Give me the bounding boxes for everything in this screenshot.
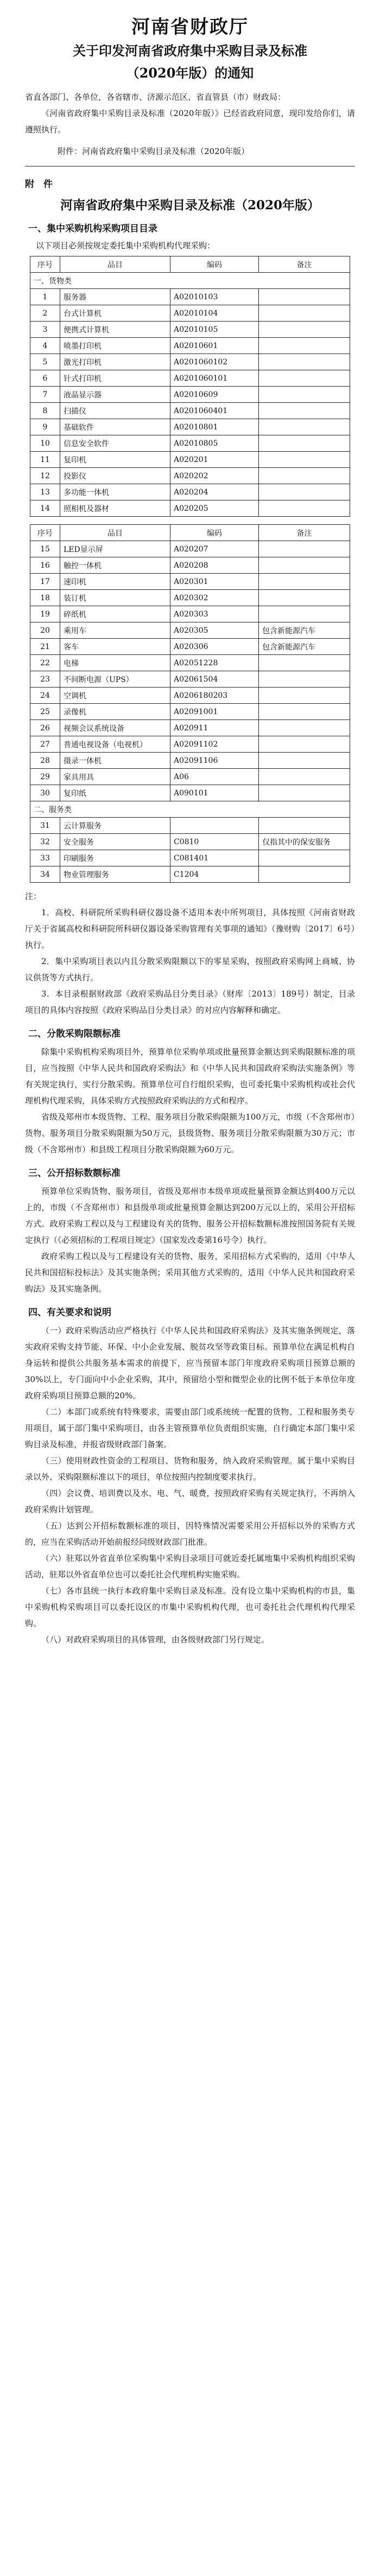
row-number: 8 xyxy=(30,403,60,419)
row-code xyxy=(170,818,259,834)
table-row xyxy=(30,639,350,655)
row-item: 投影仪 xyxy=(60,468,170,484)
row-item: 喷墨打印机 xyxy=(60,338,170,354)
row-code: A020301 xyxy=(170,574,259,590)
table-row xyxy=(30,704,350,720)
table-row xyxy=(30,435,350,452)
section-4-para: （二）本部门或系统有特殊要求，需要由部门或系统统一配置的货物、工程和服务类专用项目，属于部门集中采购项目，由各主管预算单位负责组织实施，自行确定本部门集中采购目录及标准，并报省级财政部门备案。 xyxy=(25,1407,355,1449)
header-item: 品目 xyxy=(60,256,170,273)
row-item: 碎纸机 xyxy=(60,606,170,622)
row-code: A0201060102 xyxy=(170,354,259,370)
row-item: 印刷服务 xyxy=(60,850,170,866)
row-code: A02010609 xyxy=(170,387,259,403)
table-row xyxy=(30,688,350,704)
row-number: 32 xyxy=(30,834,60,850)
row-item: 电梯 xyxy=(60,655,170,671)
notice-title: 关于印发河南省政府集中采购目录及标准 xyxy=(73,43,307,59)
table-row xyxy=(30,468,350,484)
header-remark: 备注 xyxy=(259,256,350,273)
table-row xyxy=(30,403,350,419)
row-remark xyxy=(259,370,350,387)
group-label: 二、服务类 xyxy=(30,801,350,818)
row-code: A020306 xyxy=(170,639,259,655)
header-no: 序号 xyxy=(30,256,60,273)
table-row xyxy=(30,834,350,850)
section-2-title: 二、分散采购限额标准 xyxy=(28,1029,121,1039)
row-item: 摄录一体机 xyxy=(60,753,170,769)
header-code: 编码 xyxy=(170,525,259,541)
row-remark xyxy=(259,289,350,305)
row-code: A020207 xyxy=(170,541,259,557)
recipients: 省直各部门、各单位，各省辖市、济源示范区、省直管县（市）财政局： xyxy=(25,92,286,102)
row-code: A0201060101 xyxy=(170,370,259,387)
row-code: A02010601 xyxy=(170,338,259,354)
table-row xyxy=(30,622,350,639)
row-number: 23 xyxy=(30,671,60,688)
row-code: A020205 xyxy=(170,500,259,517)
section-2-para: 除集中采购机构采购项目外，预算单位采购单项或批量预算金额达到采购限额标准的项目，应当按照《中华人民共和国政府采购法》和《中华人民共和国政府采购法实施条例》等有关规定执行，实行分散采购。预算单位可自行组织采购，也可委托集中采购机构或社会代理机构代理采购，具体采购方式按照政府采购法的方式和程序。 xyxy=(25,1047,355,1106)
row-number: 30 xyxy=(30,785,60,801)
issuing-org: 河南省财政厅 xyxy=(131,16,249,38)
table-row xyxy=(30,785,350,801)
row-item: 便携式计算机 xyxy=(60,322,170,338)
row-remark xyxy=(259,387,350,403)
row-number: 9 xyxy=(30,419,60,435)
row-number: 7 xyxy=(30,387,60,403)
row-item: 复印纸 xyxy=(60,785,170,801)
row-remark xyxy=(259,671,350,688)
row-number: 27 xyxy=(30,736,60,753)
row-code: A020303 xyxy=(170,606,259,622)
section-4-para: （六）驻郑以外省直单位采购集中采购目录项目可就近委托属地集中采购机构组织采购活动，驻郑以外省直单位也可以委托社会代理机构实施采购。 xyxy=(25,1553,355,1579)
table-row xyxy=(30,850,350,866)
row-code: A02010805 xyxy=(170,435,259,452)
group-label: 一、货物类 xyxy=(30,273,350,289)
row-number: 31 xyxy=(30,818,60,834)
section-4-para: （三）使用财政性资金的工程项目、货物和服务，纳入政府采购管理。属于集中采购目录以外、采购限额标准以下的项目，单位按照内控制度要求执行。 xyxy=(25,1456,355,1482)
row-item: 信息安全软件 xyxy=(60,435,170,452)
row-remark xyxy=(259,338,350,354)
row-remark xyxy=(259,655,350,671)
table-row xyxy=(30,753,350,769)
row-number: 11 xyxy=(30,452,60,468)
row-remark xyxy=(259,305,350,322)
table-row xyxy=(30,736,350,753)
header-code: 编码 xyxy=(170,256,259,273)
table-row xyxy=(30,500,350,517)
row-item: 复印机 xyxy=(60,452,170,468)
notes-label: 注： xyxy=(25,891,42,901)
row-remark xyxy=(259,468,350,484)
section-1-intro: 以下项目必须按规定委托集中采购机构代理采购： xyxy=(36,241,216,250)
header-item: 品目 xyxy=(60,525,170,541)
row-item: 照相机及器材 xyxy=(60,500,170,517)
row-remark xyxy=(259,419,350,435)
row-code: A0206180203 xyxy=(170,688,259,704)
row-number: 15 xyxy=(30,541,60,557)
row-item: 不间断电源（UPS） xyxy=(60,671,170,688)
row-number: 33 xyxy=(30,850,60,866)
row-code: C0810 xyxy=(170,834,259,850)
notice-title-year: （2020年版）的通知 xyxy=(126,65,254,81)
table-row xyxy=(30,370,350,387)
row-remark xyxy=(259,403,350,419)
row-remark xyxy=(259,354,350,370)
row-item: 安全服务 xyxy=(60,834,170,850)
section-3-para: 政府采购工程以及与工程建设有关的货物、服务，采用招标方式采购的，适用《中华人民共和国招标投标法》及其实施条例；采用其他方式采购的，适用《中华人民共和国政府采购法》及其实施条例。 xyxy=(25,1251,355,1294)
section-1-title: 一、集中采购机构采购项目目录 xyxy=(28,223,157,234)
note-item: 2．集中采购项目表以内且分散采购限额以下的零星采购，按照政府采购网上商城、协议供货等方式执行。 xyxy=(25,956,355,982)
row-number: 29 xyxy=(30,769,60,785)
row-remark xyxy=(259,452,350,468)
row-remark xyxy=(259,574,350,590)
row-item: LED显示屏 xyxy=(60,541,170,557)
row-code: A020204 xyxy=(170,484,259,500)
row-code: A02010801 xyxy=(170,419,259,435)
row-remark xyxy=(259,720,350,736)
table-row xyxy=(30,354,350,370)
row-number: 4 xyxy=(30,338,60,354)
row-number: 21 xyxy=(30,639,60,655)
row-code: A0201060401 xyxy=(170,403,259,419)
section-3-title: 三、公开招标数额标准 xyxy=(28,1168,121,1179)
table-row xyxy=(30,484,350,500)
section-4-para: （四）会议费、培训费以及水、电、气、暖费，按照政府采购有关规定执行，不再纳入政府采购计划管理。 xyxy=(25,1488,355,1514)
row-code: A02010105 xyxy=(170,322,259,338)
row-item: 针式打印机 xyxy=(60,370,170,387)
catalog-table-2 xyxy=(30,524,350,883)
table-row xyxy=(30,289,350,305)
row-remark xyxy=(259,557,350,574)
row-code: A020302 xyxy=(170,590,259,606)
catalog-table-1 xyxy=(30,256,350,517)
row-number: 19 xyxy=(30,606,60,622)
row-remark: 包含新能源汽车 xyxy=(259,639,350,655)
row-code: A02061504 xyxy=(170,671,259,688)
row-number: 1 xyxy=(30,289,60,305)
header-remark: 备注 xyxy=(259,525,350,541)
row-remark xyxy=(259,850,350,866)
row-code: A020305 xyxy=(170,622,259,639)
header-no: 序号 xyxy=(30,525,60,541)
table-row xyxy=(30,590,350,606)
row-number: 10 xyxy=(30,435,60,452)
row-code: A020201 xyxy=(170,452,259,468)
row-item: 空调机 xyxy=(60,688,170,704)
row-item: 激光打印机 xyxy=(60,354,170,370)
table-row xyxy=(30,574,350,590)
table-row xyxy=(30,557,350,574)
table-row xyxy=(30,419,350,435)
row-item: 云计算服务 xyxy=(60,818,170,834)
row-remark xyxy=(259,785,350,801)
section-4-para: （一）政府采购活动应严格执行《中华人民共和国政府采购法》及其实施条例规定，落实政府采购支持节能、环保、中小企业发展、脱贫攻坚等政策目标。预算单位在满足机构自身运转和提供公共服务基本需求的前提下，应当预留本部门年度政府采购项目预算总额的30%以上，专门面向中小企业采购，其中，预留给小型和微型企业的比例不低于本单位年度政府采购项目预算总额的20%。 xyxy=(25,1326,355,1401)
table-row xyxy=(30,818,350,834)
row-remark xyxy=(259,769,350,785)
row-number: 26 xyxy=(30,720,60,736)
row-item: 录像机 xyxy=(60,704,170,720)
row-remark xyxy=(259,704,350,720)
attachment-label: 附 件 xyxy=(25,179,53,190)
row-item: 扫描仪 xyxy=(60,403,170,419)
row-item: 乘用车 xyxy=(60,622,170,639)
section-4-title: 四、有关要求和说明 xyxy=(28,1307,111,1318)
row-code: C081401 xyxy=(170,850,259,866)
table-row xyxy=(30,606,350,622)
row-remark xyxy=(259,606,350,622)
row-number: 18 xyxy=(30,590,60,606)
row-number: 13 xyxy=(30,484,60,500)
row-item: 视频会议系统设备 xyxy=(60,720,170,736)
table-row xyxy=(30,452,350,468)
table-group-row xyxy=(30,273,350,289)
row-number: 12 xyxy=(30,468,60,484)
row-item: 速印机 xyxy=(60,574,170,590)
row-code: A02010104 xyxy=(170,305,259,322)
row-code: A090101 xyxy=(170,785,259,801)
row-number: 34 xyxy=(30,866,60,883)
row-number: 22 xyxy=(30,655,60,671)
row-remark xyxy=(259,818,350,834)
row-number: 5 xyxy=(30,354,60,370)
row-item: 客车 xyxy=(60,639,170,655)
table-row xyxy=(30,387,350,403)
row-number: 20 xyxy=(30,622,60,639)
table-row xyxy=(30,338,350,354)
table-row xyxy=(30,769,350,785)
row-item: 多功能一体机 xyxy=(60,484,170,500)
row-number: 14 xyxy=(30,500,60,517)
note-item: 1．高校、科研院所采购科研仪器设备不适用本表中所列项目，具体按照《河南省财政厅关于省属高校和科研院所科研仪器设备采购管理有关事项的通知》（豫财购〔2017〕6号）执行。 xyxy=(25,908,355,950)
row-code: A020208 xyxy=(170,557,259,574)
table-row xyxy=(30,671,350,688)
row-remark xyxy=(259,688,350,704)
catalog-title: 河南省政府集中采购目录及标准（2020年版） xyxy=(60,198,320,213)
row-code: A02051228 xyxy=(170,655,259,671)
note-item: 3．本目录根据财政部《政府采购品目分类目录》（财库〔2013〕189号）制定，目录项目的具体内容按照《政府采购品目分类目录》的对应内容解释和确定。 xyxy=(25,989,355,1015)
row-remark xyxy=(259,541,350,557)
row-number: 2 xyxy=(30,305,60,322)
row-code: A02091001 xyxy=(170,704,259,720)
row-item: 普通电视设备（电视机） xyxy=(60,736,170,753)
row-remark xyxy=(259,500,350,517)
row-item: 液晶显示器 xyxy=(60,387,170,403)
table-row xyxy=(30,541,350,557)
section-4-para: （七）各市县统一执行本政府集中采购目录及标准。没有设立集中采购机构的市县，集中采购机构采购项目可以委托设区的市集中采购机构代理，也可委托社会代理机构代理采购。 xyxy=(25,1586,355,1628)
row-number: 25 xyxy=(30,704,60,720)
row-remark xyxy=(259,736,350,753)
row-code: C1204 xyxy=(170,866,259,883)
row-remark xyxy=(259,753,350,769)
table-group-row xyxy=(30,801,350,818)
row-item: 台式计算机 xyxy=(60,305,170,322)
row-code: A020202 xyxy=(170,468,259,484)
section-3-para: 预算单位采购货物、服务项目，省级及郑州市本级单项或批量预算金额达到400万元以上的，市级（不含郑州市）和县级单项或批量预算金额达到200万元以上的，采用公开招标方式。政府采购工程以及与工程建设有关的货物、服务公开招标数额标准按照国务院有关规定执行（《必须招标的工程项目规定》（国家发改委第16号令）执行。 xyxy=(25,1186,355,1245)
row-item: 触控一体机 xyxy=(60,557,170,574)
table-row xyxy=(30,655,350,671)
section-4-para: （五）达到公开招标数额标准的项目，因特殊情况需要采用公开招标以外的采购方式的，应当在采购活动开始前报经同级财政部门批准。 xyxy=(25,1521,355,1547)
row-item: 物业管理服务 xyxy=(60,866,170,883)
document-page xyxy=(0,12,380,1669)
notes xyxy=(25,888,355,1018)
row-remark xyxy=(259,322,350,338)
table-row xyxy=(30,720,350,736)
row-code: A02010103 xyxy=(170,289,259,305)
section-4-para: （八）对政府采购项目的具体管理，由各级财政部门另行规定。 xyxy=(41,1635,270,1644)
table-row xyxy=(30,322,350,338)
row-remark: 仅指其中的保安服务 xyxy=(259,834,350,850)
row-number: 16 xyxy=(30,557,60,574)
notice-body: 《河南省政府集中采购目录及标准（2020年版）》已经省政府同意，现印发给你们，请遵照执行。 xyxy=(25,108,355,134)
row-number: 3 xyxy=(30,322,60,338)
row-remark xyxy=(259,590,350,606)
row-number: 24 xyxy=(30,688,60,704)
row-remark xyxy=(259,484,350,500)
attachment-reference: 附件：河南省政府集中采购目录及标准（2020年版） xyxy=(58,146,250,156)
row-remark xyxy=(259,866,350,883)
row-item: 基础软件 xyxy=(60,419,170,435)
section-2-para: 省级及郑州市本级货物、工程、服务项目分散采购限额为100万元，市级（不含郑州市）货物、服务项目分散采购限额为50万元，县级货物、服务项目分散采购限额为30万元；市级（不含郑州市）和县级工程项目分散采购限额为60万元。 xyxy=(25,1112,355,1154)
row-number: 6 xyxy=(30,370,60,387)
row-item: 装订机 xyxy=(60,590,170,606)
table-row xyxy=(30,866,350,883)
row-remark: 包含新能源汽车 xyxy=(259,622,350,639)
row-code: A02091102 xyxy=(170,736,259,753)
row-item: 服务器 xyxy=(60,289,170,305)
row-code: A02091106 xyxy=(170,753,259,769)
row-remark xyxy=(259,435,350,452)
row-number: 28 xyxy=(30,753,60,769)
row-number: 17 xyxy=(30,574,60,590)
row-item: 家具用具 xyxy=(60,769,170,785)
row-code: A020911 xyxy=(170,720,259,736)
table-row xyxy=(30,305,350,322)
row-code: A06 xyxy=(170,769,259,785)
